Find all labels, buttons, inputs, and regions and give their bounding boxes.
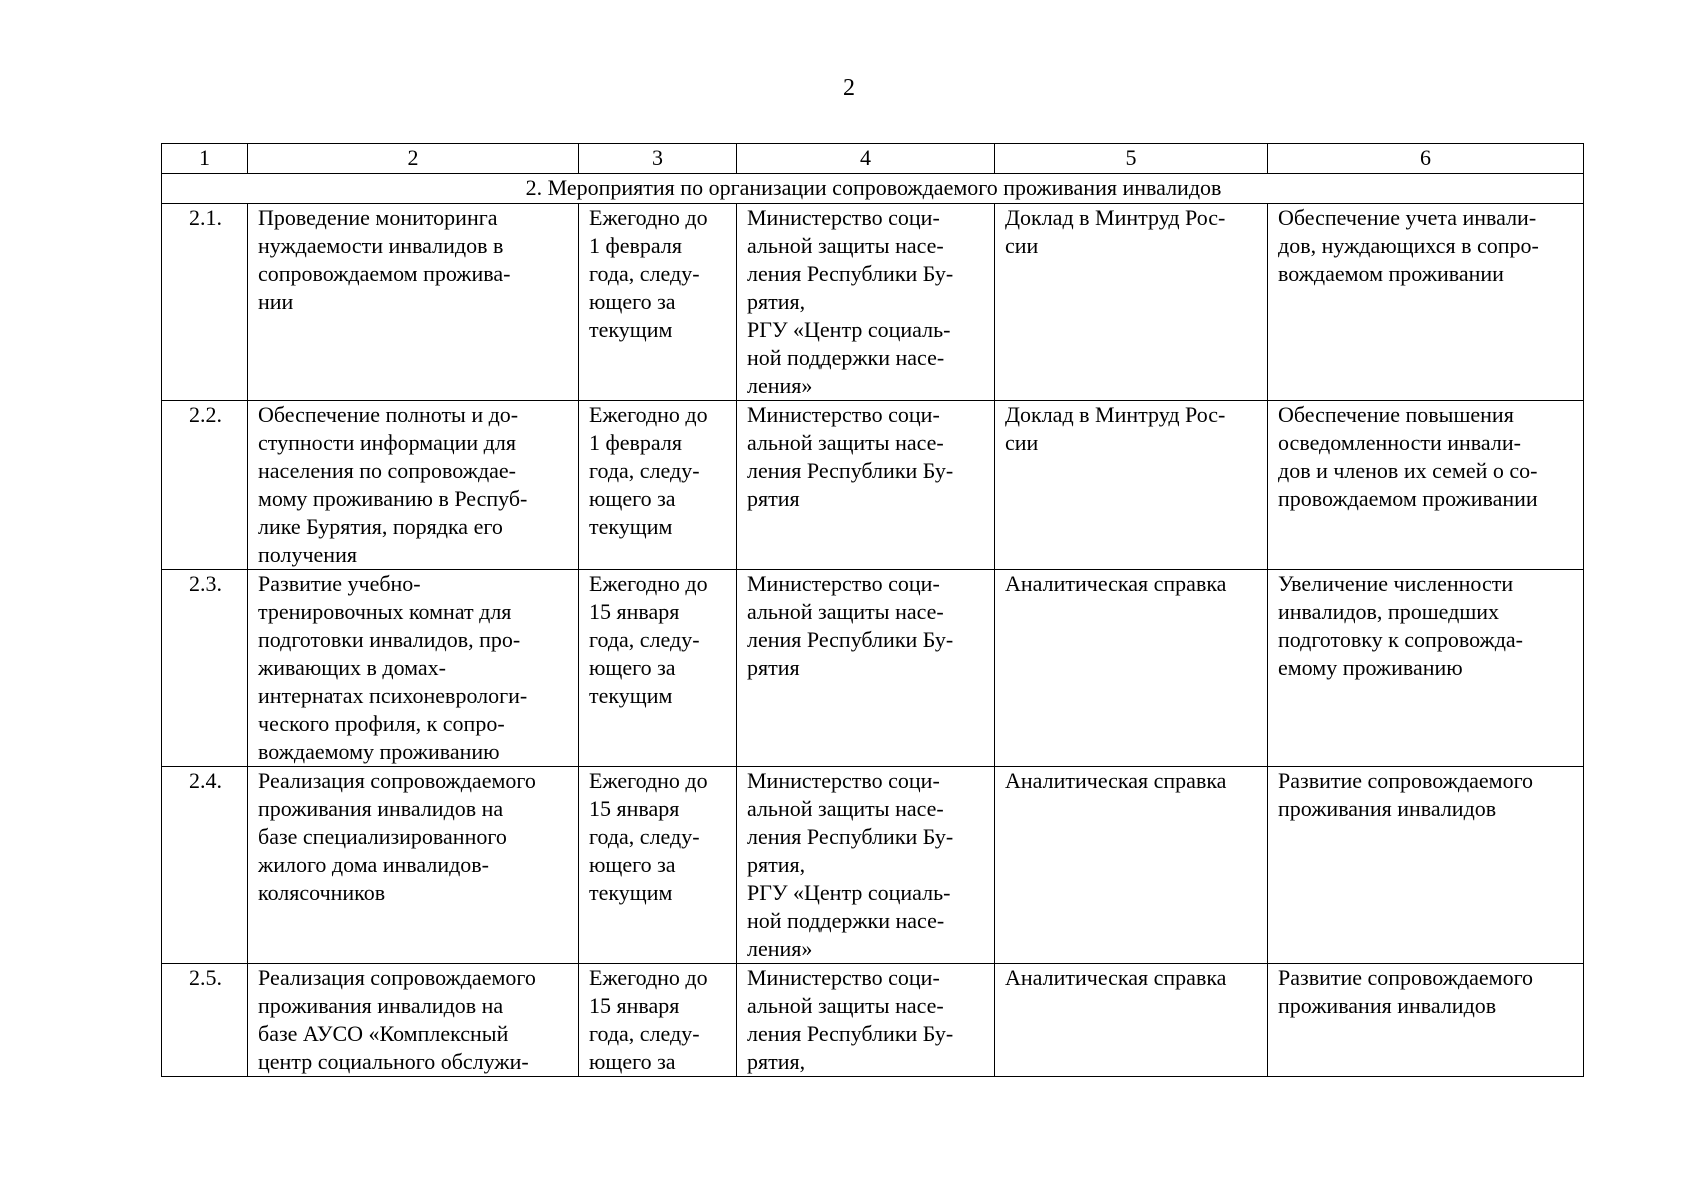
table-row: [162, 570, 1584, 767]
section-row: [162, 174, 1584, 204]
table-row: [162, 964, 1584, 1077]
event-cell: Реализация сопровождаемого проживания инвалидов на базе специализированного жилого дома инвалидов- колясочников: [248, 767, 579, 964]
column-header-3: 3: [579, 144, 737, 174]
event-cell: Развитие учебно- тренировочных комнат для подготовки инвалидов, про- живающих в домах- интернатах психоневрологи- ческого профиля, к сопро- вождаемому проживанию: [248, 570, 579, 767]
row-number: 2.1.: [162, 204, 248, 401]
event-cell: Проведение мониторинга нуждаемости инвалидов в сопровождаемом прожива- нии: [248, 204, 579, 401]
result-doc-cell: Доклад в Минтруд Рос- сии: [995, 401, 1268, 570]
result-doc-cell: Аналитическая справка: [995, 964, 1268, 1077]
deadline-cell: Ежегодно до 1 февраля года, следу- ющего за текущим: [579, 204, 737, 401]
row-number: 2.3.: [162, 570, 248, 767]
deadline-cell: Ежегодно до 15 января года, следу- ющего за текущим: [579, 570, 737, 767]
activities-table: [161, 143, 1584, 1077]
outcome-cell: Развитие сопровождаемого проживания инвалидов: [1268, 964, 1584, 1077]
deadline-cell: Ежегодно до 1 февраля года, следу- ющего за текущим: [579, 401, 737, 570]
row-number: 2.2.: [162, 401, 248, 570]
outcome-cell: Увеличение численности инвалидов, прошедших подготовку к сопровожда- емому проживанию: [1268, 570, 1584, 767]
outcome-cell: Развитие сопровождаемого проживания инвалидов: [1268, 767, 1584, 964]
column-header-1: 1: [162, 144, 248, 174]
page-number: 2: [843, 75, 855, 101]
table-row: [162, 767, 1584, 964]
deadline-cell: Ежегодно до 15 января года, следу- ющего за текущим: [579, 767, 737, 964]
column-header-4: 4: [737, 144, 995, 174]
row-number: 2.4.: [162, 767, 248, 964]
result-doc-cell: Аналитическая справка: [995, 767, 1268, 964]
executor-cell: Министерство соци- альной защиты насе- ления Республики Бу- рятия, РГУ «Центр социаль- ной поддержки насе- ления»: [737, 767, 995, 964]
event-cell: Реализация сопровождаемого проживания инвалидов на базе АУСО «Комплексный центр социального обслужи-: [248, 964, 579, 1077]
table-row: [162, 401, 1584, 570]
result-doc-cell: Аналитическая справка: [995, 570, 1268, 767]
column-header-2: 2: [248, 144, 579, 174]
deadline-cell: Ежегодно до 15 января года, следу- ющего за: [579, 964, 737, 1077]
outcome-cell: Обеспечение учета инвали- дов, нуждающихся в сопро- вождаемом проживании: [1268, 204, 1584, 401]
executor-cell: Министерство соци- альной защиты насе- ления Республики Бу- рятия, РГУ «Центр социаль- ной поддержки насе- ления»: [737, 204, 995, 401]
result-doc-cell: Доклад в Минтруд Рос- сии: [995, 204, 1268, 401]
executor-cell: Министерство соци- альной защиты насе- ления Республики Бу- рятия: [737, 570, 995, 767]
table-row: [162, 204, 1584, 401]
column-header-5: 5: [995, 144, 1268, 174]
outcome-cell: Обеспечение повышения осведомленности инвали- дов и членов их семей о со- провождаемом проживании: [1268, 401, 1584, 570]
column-number-row: [162, 144, 1584, 174]
event-cell: Обеспечение полноты и до- ступности информации для населения по сопровождае- мому проживанию в Респуб- лике Бурятия, порядка его получения: [248, 401, 579, 570]
row-number: 2.5.: [162, 964, 248, 1077]
section-title: 2. Мероприятия по организации сопровождаемого проживания инвалидов: [162, 174, 1584, 204]
column-header-6: 6: [1268, 144, 1584, 174]
executor-cell: Министерство соци- альной защиты насе- ления Республики Бу- рятия,: [737, 964, 995, 1077]
executor-cell: Министерство соци- альной защиты насе- ления Республики Бу- рятия: [737, 401, 995, 570]
